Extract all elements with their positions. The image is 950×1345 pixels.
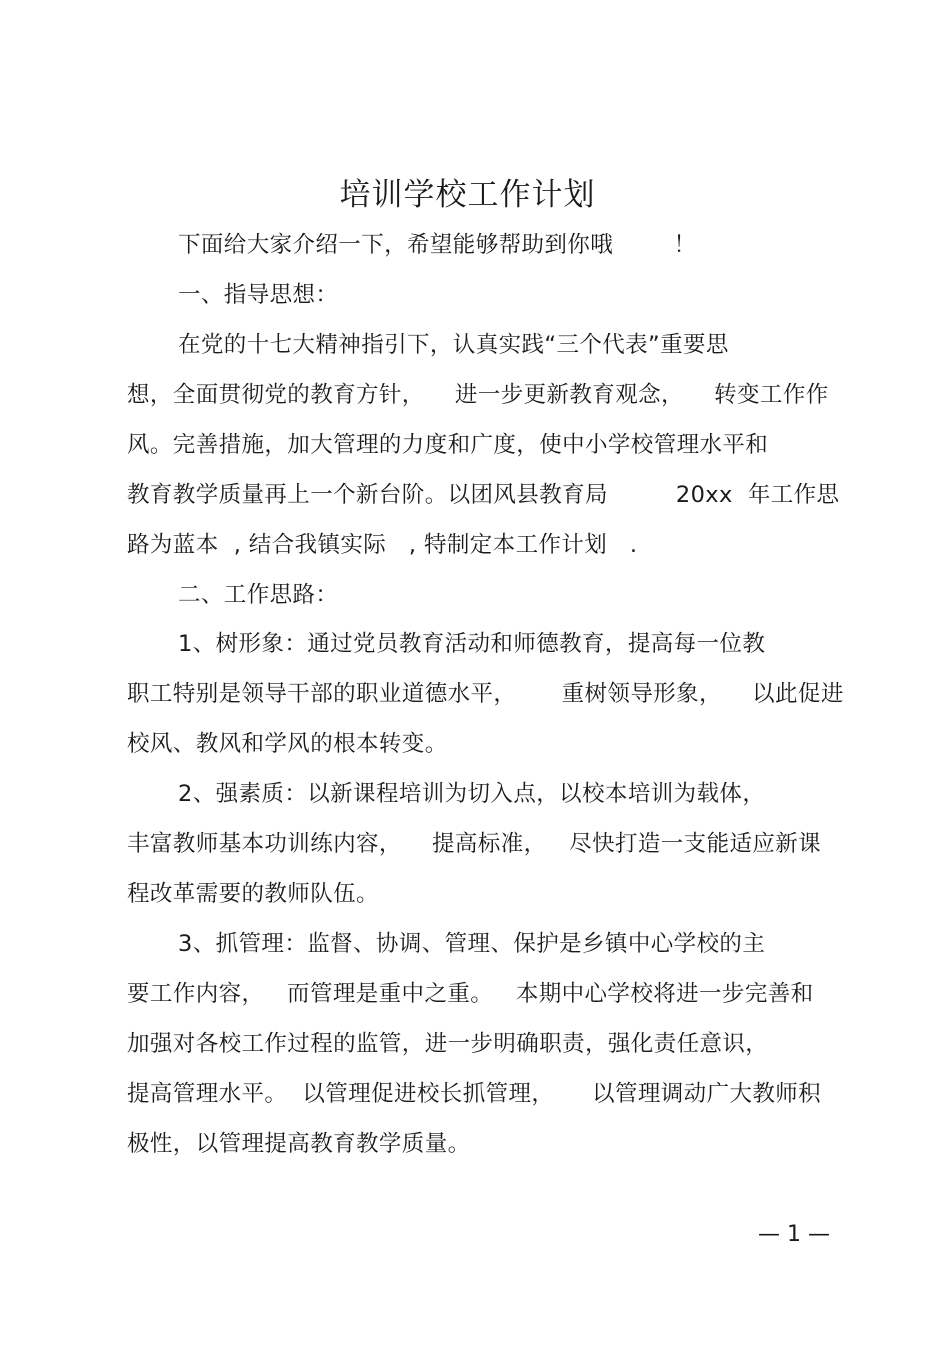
paragraph-line: 极性，以管理提高教育教学质量。 — [127, 1131, 471, 1157]
paragraph-line: 2、强素质：以新课程培训为切入点，以校本培训为载体， — [178, 781, 766, 807]
paragraph-line: 提高管理水平。 以管理促进校长抓管理， 以管理调动广大教师积 — [127, 1081, 822, 1107]
paragraph-line: 1、树形象：通过党员教育活动和师德教育，提高每一位教 — [178, 631, 766, 657]
paragraph-line: 想，全面贯彻党的教育方针， 进一步更新教育观念， 转变工作作 — [127, 382, 829, 408]
paragraph-line: 职工特别是领导干部的职业道德水平， 重树领导形象， 以此促进 — [127, 681, 844, 707]
paragraph-line: 校风、教风和学风的根本转变。 — [127, 731, 448, 757]
heading-work-ideas: 二、工作思路： — [178, 582, 339, 608]
page-number: — 1 — — [758, 1222, 830, 1247]
paragraph-line: 风。完善措施，加大管理的力度和广度，使中小学校管理水平和 — [127, 432, 769, 458]
paragraph-line: 丰富教师基本功训练内容， 提高标准， 尽快打造一支能适应新课 — [127, 831, 822, 857]
paragraph-line: 在党的十七大精神指引下，认真实践“三个代表”重要思 — [178, 332, 729, 358]
paragraph-line: 教育教学质量再上一个新台阶。以团风县教育局 20xx 年工作思 — [127, 482, 840, 508]
paragraph-line: 程改革需要的教师队伍。 — [127, 881, 379, 907]
heading-guiding-thought: 一、指导思想： — [178, 282, 339, 308]
document-title: 培训学校工作计划 — [339, 177, 596, 213]
paragraph-intro: 下面给大家介绍一下，希望能够帮助到你哦 ！ — [178, 232, 697, 258]
paragraph-line: 要工作内容， 而管理是重中之重。 本期中心学校将进一步完善和 — [127, 981, 814, 1007]
paragraph-line: 路为蓝本 , 结合我镇实际 , 特制定本工作计划 . — [127, 532, 638, 558]
paragraph-line: 加强对各校工作过程的监管，进一步明确职责，强化责任意识， — [127, 1031, 769, 1057]
paragraph-line: 3、抓管理：监督、协调、管理、保护是乡镇中心学校的主 — [178, 931, 766, 957]
